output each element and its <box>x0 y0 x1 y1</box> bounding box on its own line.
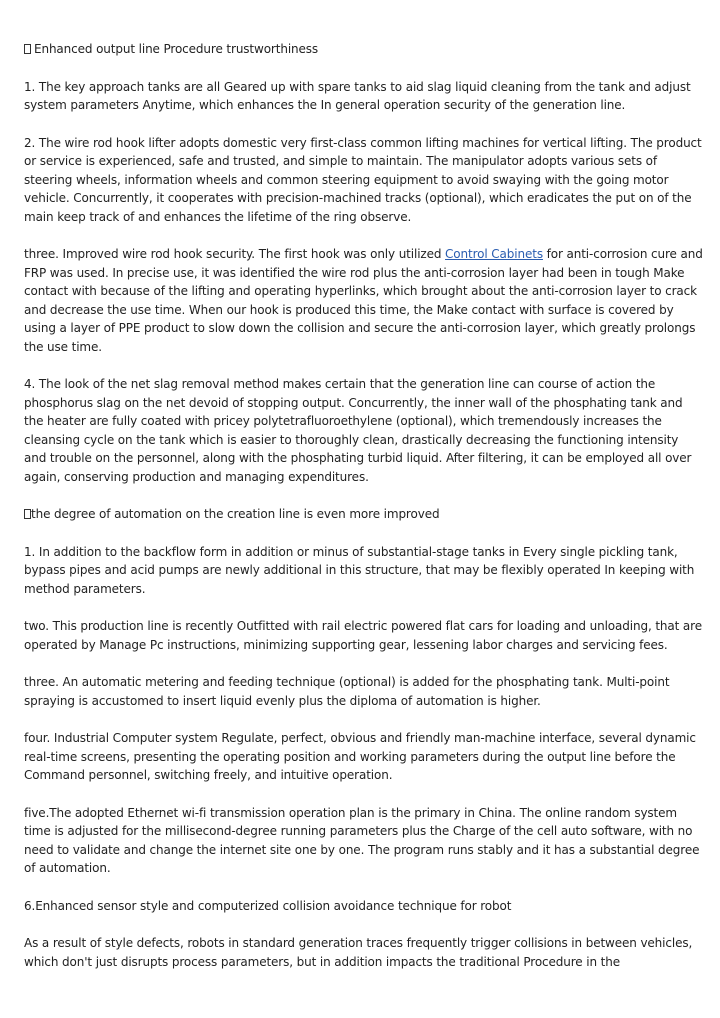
paragraph-metering: three. An automatic metering and feeding technique (optional) is added for the phosphating tank. Multi-point spraying is accustomed to insert liquid evenly plus the diploma of automation is higher. <box>24 675 670 708</box>
paragraph-slag-removal: 4. The look of the net slag removal method makes certain that the generation line can course of action the phosphorus slag on the net devoid of stopping output. Concurrently, the inner wall of the phosphating tank and the heater are fully coated with pricey polytetrafluoroethylene (optional), which tremendously increases the cleansing cycle on the tank which is easier to thoroughly clean, drastically decreasing the functioning intensity and trouble on the personnel, along with the phosphating turbid liquid. After filtering, it can be employed all over again, conserving production and managing expenditures. <box>24 377 692 484</box>
heading-sensor-style: 6.Enhanced sensor style and computerized collision avoidance technique for robot <box>24 898 512 913</box>
heading-output-reliability: Enhanced output line Procedure trustworthiness <box>24 40 704 59</box>
paragraph-backflow: 1. In addition to the backflow form in addition or minus of substantial-stage tanks in Every single pickling tank, bypass pipes and acid pumps are newly additional in this structure, that may be flexibly operated In keeping with method parameters. <box>24 544 695 596</box>
missing-character-box-icon <box>24 44 31 54</box>
paragraph-industrial-computer: four. Industrial Computer system Regulate, perfect, obvious and friendly man-machine interface, several dynamic real-time screens, presenting the operating position and working parameters during the output line before the Command personnel, switching freely, and intuitive operation. <box>24 731 696 782</box>
paragraph-hook-security: three. Improved wire rod hook security. The first hook was only utilized Control Cabinets for anti-corrosion cure and FRP was used. In precise use, it was identified the wire rod plus the anti-corrosion layer had been in tough Make contact with because of the lifting and operating hyperlinks, which brought about the anti-corrosion layer to crack and decrease the use time. When our hook is produced this time, the Make contact with surface is covered by using a layer of PPE product to slow down the collision and secure the anti-corrosion layer, which greatly prolongs the use time. <box>24 247 703 354</box>
control-cabinets-link[interactable]: Control Cabinets <box>445 247 543 261</box>
missing-character-box-icon <box>24 509 31 519</box>
paragraph-robot-collisions: As a result of style defects, robots in standard generation traces frequently trigger collisions in between vehicles, which don't just disrupts process parameters, but in addition impacts the traditional Procedure in the <box>24 936 693 969</box>
paragraph-ethernet: five.The adopted Ethernet wi-fi transmission operation plan is the primary in China. The online random system time is adjusted for the millisecond-degree running parameters plus the Charge of the cell auto software, with no need to validate and change the internet site one by one. The program runs stably and it has a substantial degree of automation. <box>24 805 700 875</box>
paragraph-spare-tanks: 1. The key approach tanks are all Geared up with spare tanks to aid slag liquid cleaning from the tank and adjust system parameters Anytime, which enhances the In general operation security of the generation line. <box>24 79 691 112</box>
paragraph-flat-cars: two. This production line is recently Outfitted with rail electric powered flat cars for loading and unloading, that are operated by Manage Pc instructions, minimizing supporting gear, lessening labor charges and servicing fees. <box>24 619 702 652</box>
paragraph-hook-lifter: 2. The wire rod hook lifter adopts domestic very first-class common lifting machines for vertical lifting. The product or service is experienced, safe and trusted, and simple to maintain. The manipulator adopts various sets of steering wheels, information wheels and common steering equipment to avoid swaying with the going motor vehicle. Concurrently, it cooperates with precision-machined tracks (optional), which eradicates the put on of the main keep track of and enhances the lifetime of the ring observe. <box>24 135 702 224</box>
heading-automation-degree: the degree of automation on the creation line is even more improved <box>24 505 704 524</box>
